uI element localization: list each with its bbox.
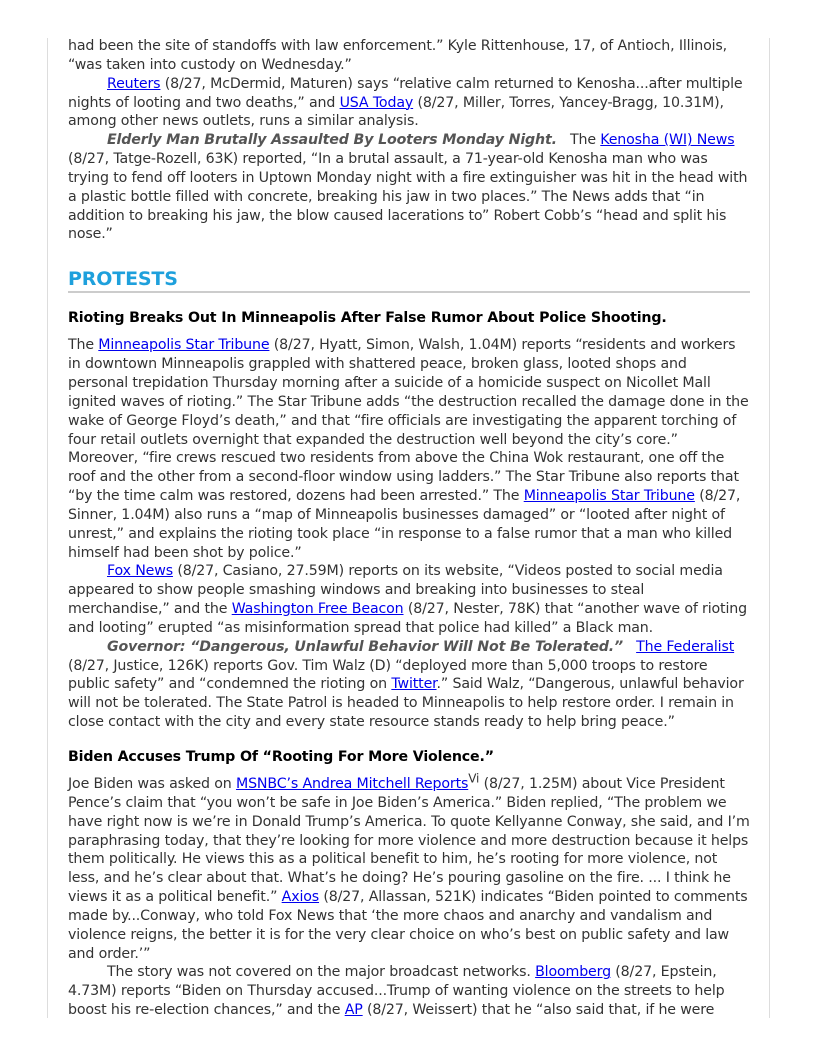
- text: (8/27, Sinner, 1.04M) also runs a “map of Minneapolis businesses damaged” or “looted after night of unrest,” and explains the rioting took place “in response to a false rumor that a man who killed himself had been shot by police.”: [68, 488, 741, 561]
- text: .” Said Walz, “Dangerous, unlawful behavior will not be tolerated. The State Patrol is headed to Minneapolis to help restore order. I remain in close contact with the city and every state resource stands ready to help bring peace.”: [68, 676, 744, 731]
- paragraph: [68, 336, 750, 562]
- link-minneapolis-star-tribune[interactable]: Minneapolis Star Tribune: [523, 488, 695, 505]
- article-headline: Rioting Breaks Out In Minneapolis After False Rumor About Police Shooting.: [68, 310, 667, 327]
- text: The: [556, 132, 601, 149]
- link-usa-today[interactable]: USA Today: [339, 94, 414, 111]
- article-headline: Biden Accuses Trump Of “Rooting For More Violence.”: [68, 749, 494, 765]
- link-fox-news[interactable]: Fox News: [107, 563, 173, 580]
- link-reuters[interactable]: Reuters: [107, 75, 161, 92]
- text: (8/27, Justice, 126K) reports Gov. Tim Walz (D) “deployed more than 5,000 troops to restore public safety” and “condemned the rioting on: [68, 657, 708, 693]
- paragraph: [68, 562, 750, 637]
- paragraph: [68, 638, 750, 732]
- link-twitter[interactable]: Twitter: [391, 676, 437, 693]
- link-bloomberg[interactable]: Bloomberg: [535, 964, 611, 981]
- text: (8/27, Weissert) that he “also said that, if he were: [362, 1002, 715, 1019]
- text: (8/27, Tatge-Rozell, 63K) reported, “In a brutal assault, a 71-year-old Kenosha man who was trying to fend off looters in Uptown Monday night with a fire extinguisher was hit in the head with a plastic bottle filled with concrete, breaking his jaw in two places.” The News adds that “in addition to breaking his jaw, the blow caused lacerations to” Robert Cobb’s “head and split his nose.”: [68, 151, 748, 243]
- link-minneapolis-star-tribune[interactable]: Minneapolis Star Tribune: [98, 337, 270, 354]
- document-body: [68, 37, 750, 1020]
- text: (8/27, Allassan, 521K) indicates “Biden pointed to comments made by...Conway, who told Fox News that ‘the more chaos and anarchy and vandalism and violence reigns, the better it is for the very clear choice on who’s best on public safety and law and order.’”: [68, 889, 748, 962]
- text: [623, 639, 636, 655]
- text: (8/27, Casiano, 27.59M) reports on its website, “Videos posted to social media appeared to show people smashing windows and breaking into businesses to steal merchandise,” and the: [68, 563, 723, 618]
- text: (8/27, McDermid, Maturen) says “relative calm returned to Kenosha...after multiple nights of looting and two deaths,” and: [68, 75, 743, 111]
- link-kenosha-wi-news[interactable]: Kenosha (WI) News: [600, 132, 735, 149]
- text: The story was not covered on the major broadcast networks.: [107, 964, 536, 981]
- text: (8/27, Miller, Torres, Yancey-Bragg, 10.31M), among other news outlets, runs a similar analysis.: [68, 94, 724, 130]
- link-axios[interactable]: Axios: [281, 889, 320, 906]
- text: The: [68, 337, 99, 354]
- link-the-federalist[interactable]: The Federalist: [636, 638, 735, 655]
- link-ap[interactable]: AP: [344, 1002, 363, 1019]
- paragraph: [68, 37, 750, 75]
- link-washington-free-beacon[interactable]: Washington Free Beacon: [231, 601, 404, 618]
- text: (8/27, 1.25M) about Vice President Pence’s claim that “you won’t be safe in Joe Biden’s America.” Biden replied, “The problem we have right now is we’re in Donald Trump’s America. To quote Kellyanne Conway, she said, and I’m paraphrasing today, that they’re looking for more violence and more destruction because it helps them politically. He views this as a political benefit to him, he’s rooting for more violence, not less, and he’s clear about that. What’s he doing? He’s pouring gasoline on the fire. ... I think he views it as a political benefit.”: [68, 776, 750, 906]
- paragraph: [68, 963, 750, 1020]
- text: (8/27, Epstein, 4.73M) reports “Biden on Thursday accused...Trump of wanting violence on the streets to help boost his re-election chances,” and the: [68, 964, 725, 1019]
- text: (8/27, Nester, 78K) that “another wave of rioting and looting” erupted “as misinformation spread that police had killed” a Black man.: [68, 601, 747, 636]
- section-heading: PROTESTS: [68, 268, 750, 293]
- subheading: Elderly Man Brutally Assaulted By Looters Monday Night.: [107, 132, 557, 149]
- superscript-note: Vi: [468, 771, 480, 786]
- subheading: Governor: “Dangerous, Unlawful Behavior Will Not Be Tolerated.”: [107, 638, 624, 655]
- text: had been the site of standoffs with law enforcement.” Kyle Rittenhouse, 17, of Antioch, Illinois, “was taken into custody on Wednesday.”: [68, 38, 727, 73]
- paragraph: [68, 75, 750, 132]
- paragraph: [68, 131, 750, 244]
- text: Joe Biden was asked on: [68, 776, 236, 792]
- link-msnbc-s-andrea-mitchell-reports[interactable]: MSNBC’s Andrea Mitchell Reports: [235, 776, 469, 792]
- paragraph: [68, 771, 750, 963]
- text: (8/27, Hyatt, Simon, Walsh, 1.04M) reports “residents and workers in downtown Minneapolis grappled with shattered peace, broken glass, looted shops and personal trepidation Thursday morning after a suicide of a homicide suspect on Nicollet Mall ignited waves of rioting.” The Star Tribune adds “the destruction recalled the damage done in the wake of George Floyd’s death,” and that “fire officials are investigating the apparent torching of four retail outlets overnight that expanded the destruction well beyond the city’s core.” Moreover, “fire crews rescued two residents from above the China Wok restaurant, one off the roof and the other from a second-floor window using ladders.” The Star Tribune also reports that “by the time calm was restored, dozens had been arrested.” The: [68, 337, 749, 505]
